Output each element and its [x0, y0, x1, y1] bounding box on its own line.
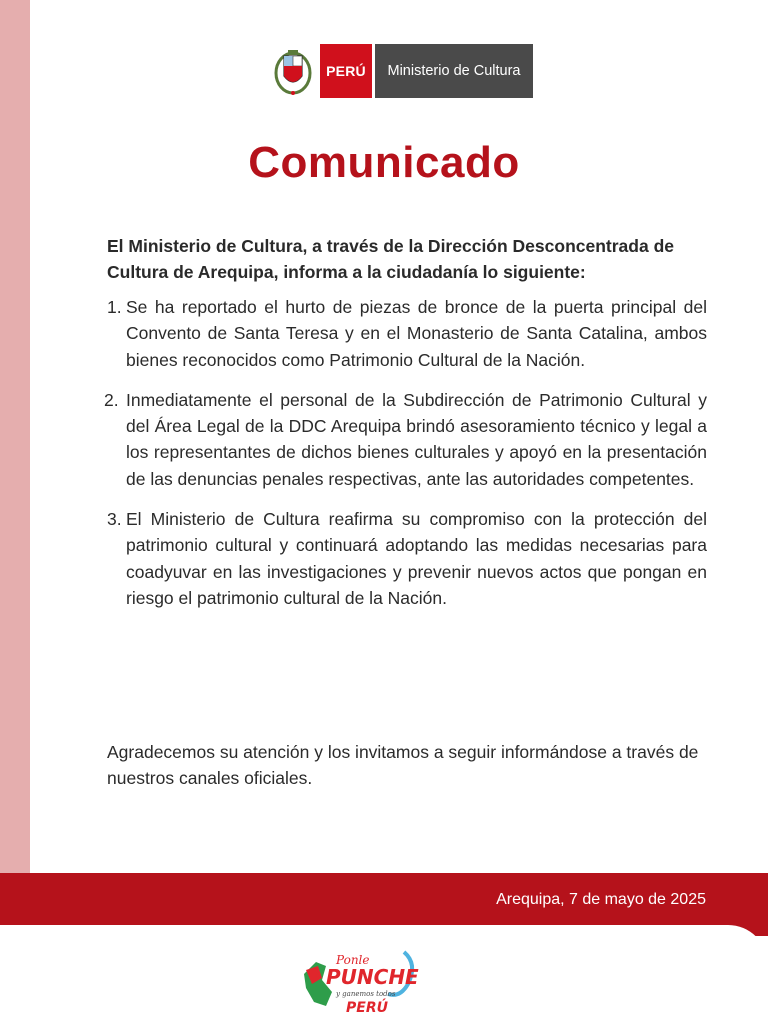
place-and-date: Arequipa, 7 de mayo de 2025: [496, 891, 706, 908]
list-item-text: El Ministerio de Cultura reafirma su compromiso con la protección del patrimonio cultural y continuará adoptando las medidas necesarias para coadyuvar en las investigaciones y prevenir nuevos actos que pongan en riesgo el patrimonio cultural de la Nación.: [126, 509, 707, 608]
statement-list: [104, 294, 707, 625]
closing-paragraph: Agradecemos su atención y los invitamos a seguir informándose a través de nuestros canales oficiales.: [107, 742, 699, 788]
intro-paragraph: El Ministerio de Cultura, a través de la Dirección Desconcentrada de Cultura de Arequipa, informa a la ciudadanía lo siguiente:: [107, 236, 674, 282]
list-item: [107, 506, 707, 611]
list-item: [107, 294, 707, 373]
campaign-line4: PERÚ: [346, 1000, 388, 1016]
list-item-number: 1.: [107, 297, 122, 317]
peru-label: PERÚ: [320, 44, 372, 98]
ponle-punche-logo: [296, 944, 422, 1018]
list-item-text: Se ha reportado el hurto de piezas de bronce de la puerta principal del Convento de Santa Teresa y en el Monasterio de Santa Catalina, ambos bienes reconocidos como Patrimonio Cultural de la Nación.: [126, 297, 707, 370]
campaign-line3: y ganemos todos: [336, 990, 396, 998]
list-item: [104, 387, 707, 492]
coat-of-arms-icon: [272, 46, 314, 96]
campaign-line2: PUNCHE: [326, 965, 419, 989]
list-item-text: Inmediatamente el personal de la Subdirección de Patrimonio Cultural y del Área Legal de la DDC Arequipa brindó asesoramiento técnico y legal a los representantes de dichos bienes culturales y apoyó en la presentación de las denuncias penales respectivas, ante las autoridades competentes.: [126, 389, 707, 489]
page-title: Comunicado: [248, 138, 520, 187]
campaign-line1: Ponle: [336, 953, 370, 967]
list-item-number: 2.: [104, 389, 119, 410]
ministry-header-logo: [272, 44, 533, 98]
list-item-number: 3.: [107, 509, 122, 530]
ministry-label: Ministerio de Cultura: [375, 44, 533, 98]
